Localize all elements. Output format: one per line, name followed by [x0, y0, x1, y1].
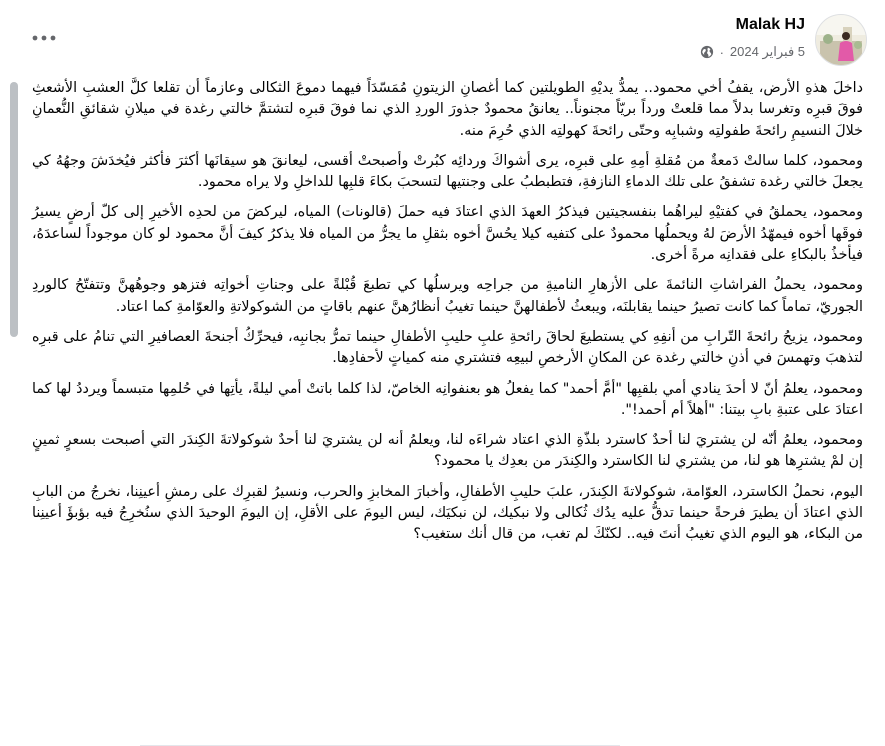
post-paragraph: ومحمود، يحملُ الفراشاتِ النائمةَ على الأزهارِ الناميةِ من جراحِه ويرسلُها كي تطبعَ قُبْلةً على وجناتِ أخواتِه فتزهو وجوهُهنَّ وتتفتّحُ كالوردِ الجوريّ، تماماً كما كانت تصيرُ حينما يقابلنَه، ويبعثُ لأطفالهنَّ حينما تغيبُ أنظارُهنَّ عنهم باقاتٍ من الشوكولاتةِ والعوّامةِ كما اعتاد. [32, 277, 863, 315]
globe-icon[interactable] [700, 45, 714, 59]
profile-avatar[interactable] [815, 14, 867, 66]
post-paragraph: داخلَ هذهِ الأرض، يقفُ أخي محمود.. يمدُّ يديْهِ الطويلتين كما أغصانِ الزيتونِ مُمَسّدَاً فيهما دموعَ الثكالى وعازماً أن تقلعا كلَّ العشبِ الأشعثِ فوقَ قبرِه وتغرسا بدلاً مما قلعتْ ورداً بريّاً مجنوناً.. يعانقُ محمودٌ جذورَ الوردِ الذي نما فوقَ قبرِه لتشتمَّ خالتي رغدة في ميلانِ شقائقِ النُّعمانِ خلالَ النسيمِ رائحةَ طفولتِه وشبابِه وحتّى رائحةَ كهولتِه الذي حُرِمَ منه. [32, 80, 863, 139]
post-body [32, 78, 863, 555]
post-paragraph: ومحمود، يعلمُ أنّه لن يشتريَ لنا أحدٌ كاسترد بلذّةِ الذي اعتاد شراءَه لنا، ويعلمُ أنه لن يشتريَ لنا أحدٌ شوكولاتةَ الكِندَر التي أصبحت بسعرٍ ثمينٍ إن لمْ يشترِها هو لنا، من يشتري لنا الكاسترد والكِندَر من بعدِك يا محمود؟ [32, 432, 863, 470]
post-header [0, 0, 885, 78]
post-paragraph: ومحمود، يحملقُ في كفتيْهِ ليراهُما بنفسجيتين فيذكرُ العهدَ الذي اعتادَ فيه حملَ (قالونات) المياه، ليركضَ من لحدِه الأخيرِ إلى كلّ أرضٍ يسيرُ فوقَها أخوه فيمهّدُ الأرضَ لهُ ويحملُها محمودٌ على كتفيه كيلا يحُسَّ أخوه بثقلِ ما يجرُّ من المياه فلا يذكرُ كيفَ أنَّ محمود لو كان موجوداً لساعدَهُ، فيأخذُ بالبكاءِ على فقدانِه مرةً أخرى. [32, 204, 863, 264]
meta-separator: · [719, 44, 724, 60]
avatar-image [816, 15, 866, 65]
post-paragraph: ومحمود، يزيحُ رائحةَ التّرابِ من أنفِهِ كي يستطيعَ لحاقَ رائحةِ علبِ حليبِ الأطفالِ حينما تمرُّ بجانبِه، فيحرِّكُ أجنحةَ العصافيرِ التي تنامُ على قبرِه لتذهبَ وتهمسَ في أذنِ خالتي رغدة عن المكانِ الأرخصِ لبيعِه فتشتري منه كمياتٍ لأحفادِها. [32, 328, 863, 367]
author-name[interactable]: Malak HJ [735, 16, 805, 33]
post-paragraph: ومحمود، يعلمُ أنّ لا أحدَ ينادي أمي بلقبِها "أمَّ أحمد" كما يفعلُ هو بعنفوانِه الخاصّ، لذا كلما باتتْ أمي ليلةً، يأتِها في حُلمِها متبسماً ويرددُ لها كما اعتادَ على عتبةِ بابِ بيتنا: "أهلاً أم أحمد!". [32, 380, 863, 418]
more-options-icon [30, 34, 58, 42]
post-paragraph: ومحمود، كلما سالتْ دَمعةٌ من مُقلةِ أمِهِ على قبرِه، يرى أشواكَ وردائِه كبُرتْ وأصبحتْ أقسى، ليعانقَ هو سيقانَها أكثرَ فأكثر فيُخدَشَ وجهُهُ كي يجعلَ خالتي رغدة تشفقُ على تلك الدماءِ النازفةِ، فتطبطبُ على وجنتيها لتسحبَ بكاءَ قلبِها للداخلِ ولا يراه محمود. [32, 152, 863, 191]
post-meta [700, 44, 805, 60]
scrollbar-thumb[interactable] [10, 82, 18, 337]
more-options-button[interactable] [26, 26, 62, 50]
post-date[interactable]: 5 فبراير 2024 [729, 44, 805, 59]
post-paragraph: اليوم، نحملُ الكاسترد، العوّامة، شوكولاتةَ الكِندَر، علبَ حليبِ الأطفالِ، وأخبارَ المخابزِ والحرب، ونسيرُ لقبرِك على رمشِ أعينِنا، نخرجُ من البابِ الذي اعتادَ أن يطيرَ فرحةً حينما تدقُّ عليه يدُك ثُكالى ولا نبكيك، لن نبكيَك، ليس اليومَ على الأقلِ، إن اليومَ الوحيدَ الذي سنُخرِجُ فيه بؤبؤَ أعينِنا من البكاء، هو اليوم الذي تغيبُ أنتَ فيه.. لكنّكَ لم تغب، من قال أنك ستغيب؟ [32, 483, 863, 543]
